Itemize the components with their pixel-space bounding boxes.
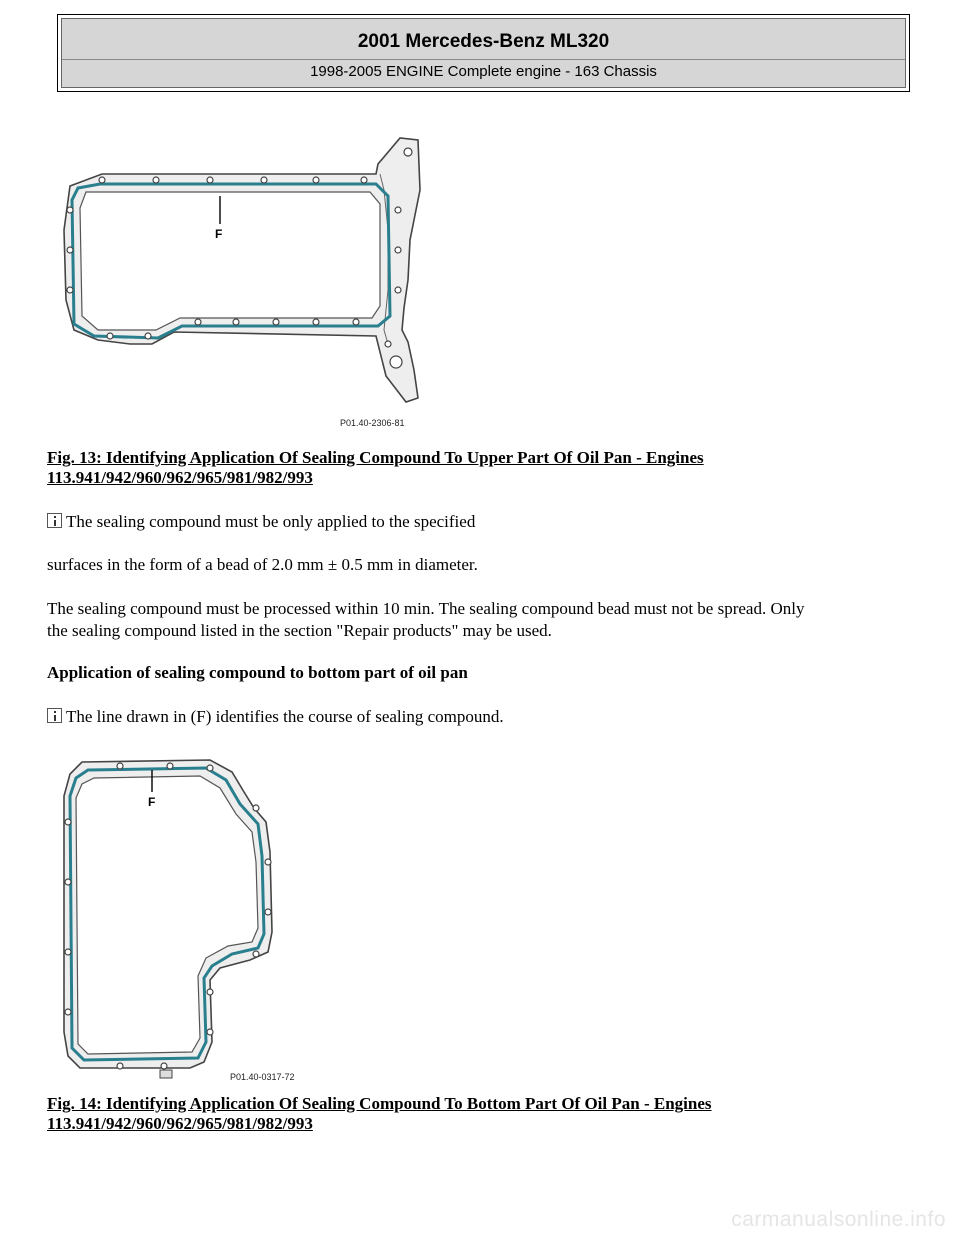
paragraph-processing-line2: the sealing compound listed in the section "Repair products" may be used. — [47, 621, 552, 640]
figure-14-caption-line2: 113.941/942/960/962/965/981/982/993 — [47, 1114, 313, 1133]
note-paragraph-1 — [47, 511, 475, 533]
figure-14-caption-line1: Fig. 14: Identifying Application Of Sealing Compound To Bottom Part Of Oil Pan - Engines — [47, 1094, 712, 1113]
paragraph-bead-size: surfaces in the form of a bead of 2.0 mm ± 0.5 mm in diameter. — [47, 555, 478, 574]
bottom-oil-pan-diagram — [60, 752, 320, 1082]
document-title: 2001 Mercedes-Benz ML320 — [62, 25, 905, 60]
upper-oil-pan-diagram — [58, 130, 438, 440]
document-subtitle: 1998-2005 ENGINE Complete engine - 163 Chassis — [310, 63, 657, 80]
info-icon — [47, 513, 62, 528]
figure-13-caption — [47, 448, 704, 488]
header-panel — [61, 18, 906, 88]
figure-code-2: P01.40-0317-72 — [230, 1072, 295, 1082]
section-heading: Application of sealing compound to bottom part of oil pan — [47, 663, 468, 682]
figure-13-caption-line2: 113.941/942/960/962/965/981/982/993 — [47, 468, 313, 487]
note-1-text: The sealing compound must be only applied to the specified — [66, 512, 476, 531]
figure-14-caption — [47, 1094, 712, 1134]
bottom-pan-inner — [76, 776, 258, 1054]
paragraph-processing-line1: The sealing compound must be processed within 10 min. The sealing compound bead must not be spread. Only — [47, 599, 805, 618]
info-icon — [47, 708, 62, 723]
figure-code: P01.40-2306-81 — [340, 418, 405, 428]
callout-f-label: F — [215, 227, 223, 241]
drain-plug — [160, 1070, 172, 1078]
callout-f-label-2: F — [148, 795, 156, 809]
pan-inner-opening — [80, 192, 380, 330]
figure-13-caption-line1: Fig. 13: Identifying Application Of Sealing Compound To Upper Part Of Oil Pan - Engines — [47, 448, 704, 467]
note-paragraph-2 — [47, 706, 504, 728]
site-watermark: carmanualsonline.info — [731, 1208, 946, 1231]
paragraph-processing — [47, 598, 804, 642]
note-2-text: The line drawn in (F) identifies the course of sealing compound. — [66, 707, 504, 726]
document-header — [57, 14, 910, 92]
